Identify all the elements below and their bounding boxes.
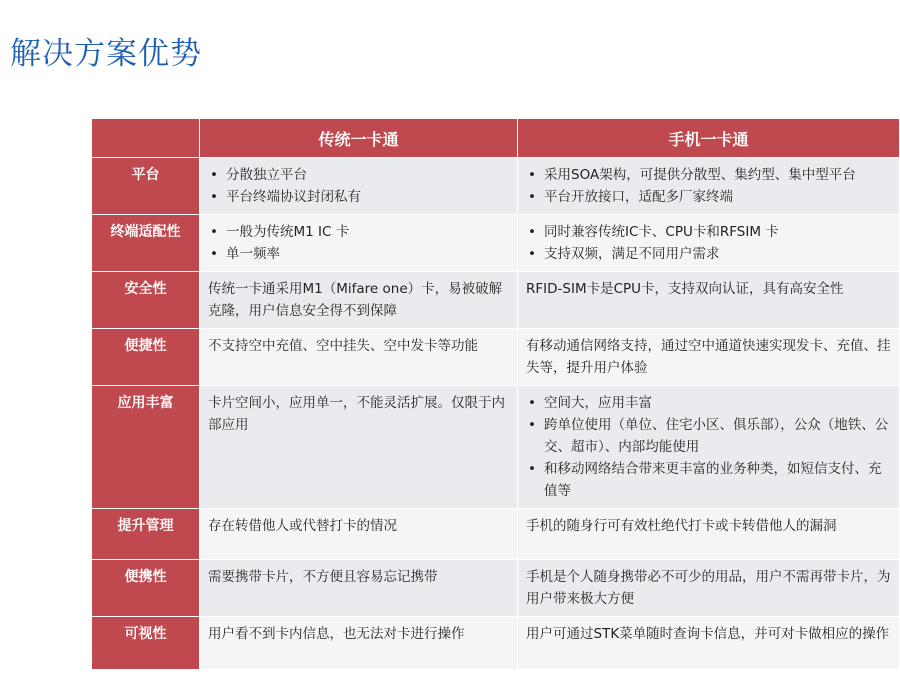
bullet-item: • 单一频率 — [208, 243, 509, 265]
bullet-list — [526, 164, 891, 208]
traditional-cell — [200, 158, 518, 215]
table-row — [92, 329, 900, 386]
bullet-list — [526, 221, 891, 265]
traditional-cell: 不支持空中充值、空中挂失、空中发卡等功能 — [200, 329, 518, 386]
bullet-list — [208, 221, 509, 265]
mobile-cell — [518, 386, 900, 509]
row-label: 提升管理 — [92, 509, 200, 560]
table-body — [92, 158, 900, 670]
mobile-cell: 有移动通信网络支持，通过空中通道快速实现发卡、充值、挂失等，提升用户体验 — [518, 329, 900, 386]
bullet-item: • 平台开放接口，适配多厂家终端 — [526, 186, 891, 208]
traditional-cell: 卡片空间小，应用单一，不能灵活扩展。仅限于内部应用 — [200, 386, 518, 509]
row-label: 可视性 — [92, 617, 200, 670]
traditional-cell: 需要携带卡片，不方便且容易忘记携带 — [200, 560, 518, 617]
row-label: 应用丰富 — [92, 386, 200, 509]
bullet-item: • 采用SOA架构，可提供分散型、集约型、集中型平台 — [526, 164, 891, 186]
header-traditional: 传统一卡通 — [200, 119, 518, 158]
bullet-item: • 分散独立平台 — [208, 164, 509, 186]
bullet-list — [208, 164, 509, 208]
row-label: 便捷性 — [92, 329, 200, 386]
mobile-cell: 手机的随身行可有效杜绝代打卡或卡转借他人的漏洞 — [518, 509, 900, 560]
table-row — [92, 158, 900, 215]
table-row — [92, 560, 900, 617]
row-label: 安全性 — [92, 272, 200, 329]
row-label: 平台 — [92, 158, 200, 215]
table-row — [92, 509, 900, 560]
bullet-item: • 平台终端协议封闭私有 — [208, 186, 509, 208]
bullet-item: • 和移动网络结合带来更丰富的业务种类，如短信支付、充值等 — [526, 458, 891, 502]
mobile-cell: 手机是个人随身携带必不可少的用品，用户不需再带卡片，为用户带来极大方便 — [518, 560, 900, 617]
mobile-cell — [518, 158, 900, 215]
traditional-cell: 传统一卡通采用M1（Mifare one）卡，易被破解克隆，用户信息安全得不到保障 — [200, 272, 518, 329]
bullet-item: • 空间大，应用丰富 — [526, 392, 891, 414]
header-mobile: 手机一卡通 — [518, 119, 900, 158]
bullet-item: • 一般为传统M1 IC 卡 — [208, 221, 509, 243]
header-corner — [92, 119, 200, 158]
bullet-item: • 同时兼容传统IC卡、CPU卡和RFSIM 卡 — [526, 221, 891, 243]
table-header-row — [92, 119, 900, 158]
table-row — [92, 215, 900, 272]
bullet-item: • 支持双频，满足不同用户需求 — [526, 243, 891, 265]
mobile-cell: RFID-SIM卡是CPU卡，支持双向认证，具有高安全性 — [518, 272, 900, 329]
traditional-cell: 用户看不到卡内信息，也无法对卡进行操作 — [200, 617, 518, 670]
comparison-table-container — [91, 118, 899, 670]
traditional-cell — [200, 215, 518, 272]
bullet-list — [526, 392, 891, 502]
table-row — [92, 386, 900, 509]
comparison-table — [91, 118, 900, 670]
mobile-cell: 用户可通过STK菜单随时查询卡信息，并可对卡做相应的操作 — [518, 617, 900, 670]
traditional-cell: 存在转借他人或代替打卡的情况 — [200, 509, 518, 560]
table-row — [92, 272, 900, 329]
row-label: 便携性 — [92, 560, 200, 617]
row-label: 终端适配性 — [92, 215, 200, 272]
table-row — [92, 617, 900, 670]
bullet-item: • 跨单位使用（单位、住宅小区、俱乐部），公众（地铁、公交、超市）、内部均能使用 — [526, 414, 891, 458]
mobile-cell — [518, 215, 900, 272]
page-title: 解决方案优势 — [10, 36, 202, 72]
